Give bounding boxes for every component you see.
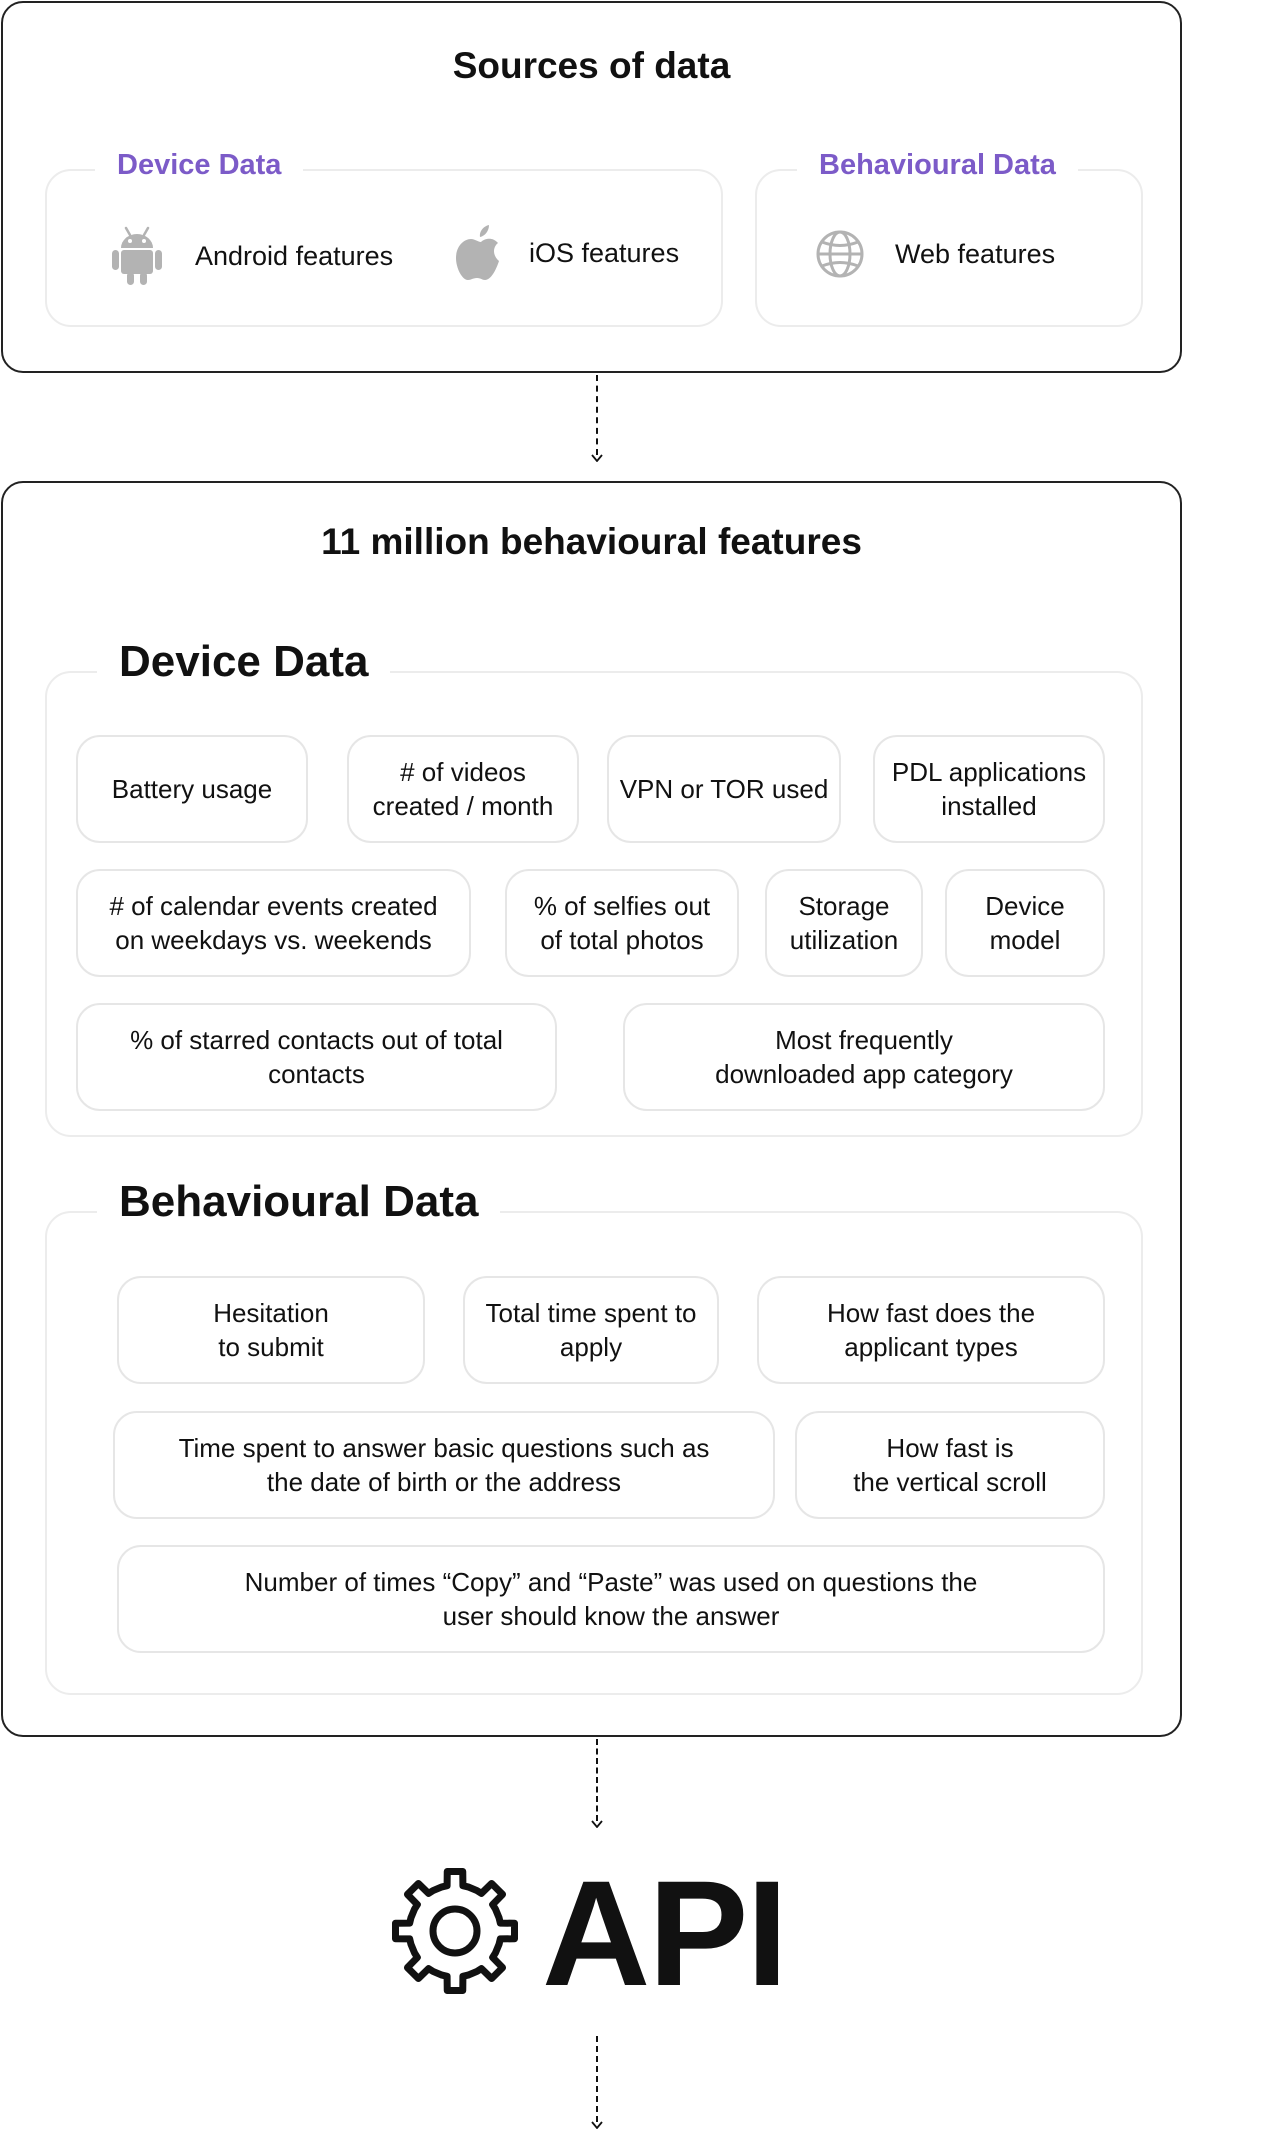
features-behavioural-legend: Behavioural Data: [97, 1177, 500, 1227]
features-title: 11 million behavioural features: [321, 521, 862, 562]
sources-device-group: [45, 149, 723, 327]
chip-calendar-events: # of calendar events created on weekdays vs. weekends: [76, 869, 471, 977]
android-source-label: Android features: [195, 240, 394, 271]
web-source-label: Web features: [895, 238, 1056, 269]
ios-source-label: iOS features: [529, 237, 680, 268]
chip-vertical-scroll: How fast is the vertical scroll: [795, 1411, 1105, 1519]
chip-device-model: Device model: [945, 869, 1105, 977]
chip-battery-usage: Battery usage: [76, 735, 308, 843]
features-panel: [1, 481, 1182, 1737]
chip-selfies: % of selfies out of total photos: [505, 869, 739, 977]
android-icon: [111, 226, 163, 286]
api-label: API: [542, 1849, 787, 2017]
ios-source: [455, 223, 679, 283]
web-source: [815, 229, 1055, 279]
chip-basic-questions: Time spent to answer basic questions such as the date of birth or the address: [113, 1411, 775, 1519]
arrow-sources-to-features: [591, 375, 603, 463]
sources-behavioural-legend: Behavioural Data: [797, 149, 1078, 182]
chip-typing-speed: How fast does the applicant types: [757, 1276, 1105, 1384]
arrow-features-to-api: [591, 1739, 603, 1829]
api-block: [388, 1849, 787, 2017]
gear-icon: [388, 1864, 522, 2003]
chip-pdl-apps: PDL applications installed: [873, 735, 1105, 843]
chip-copy-paste: Number of times “Copy” and “Paste” was used on questions the user should know the answer: [117, 1545, 1105, 1653]
chip-starred-contacts: % of starred contacts out of total contacts: [76, 1003, 557, 1111]
arrow-api-out: [591, 2036, 603, 2132]
chip-videos-created: # of videos created / month: [347, 735, 579, 843]
chip-storage: Storage utilization: [765, 869, 923, 977]
features-device-group: [45, 637, 1143, 1137]
apple-icon: [455, 223, 507, 283]
android-source: [111, 226, 393, 286]
chip-hesitation: Hesitation to submit: [117, 1276, 425, 1384]
sources-panel: [1, 1, 1182, 373]
features-device-legend: Device Data: [97, 637, 390, 687]
features-behavioural-group: [45, 1177, 1143, 1695]
sources-title: Sources of data: [452, 45, 731, 86]
chip-app-category: Most frequently downloaded app category: [623, 1003, 1105, 1111]
sources-behavioural-group: [755, 149, 1143, 327]
chip-total-time: Total time spent to apply: [463, 1276, 719, 1384]
globe-icon: [815, 229, 865, 279]
chip-vpn-tor: VPN or TOR used: [607, 735, 841, 843]
sources-device-legend: Device Data: [95, 149, 303, 182]
